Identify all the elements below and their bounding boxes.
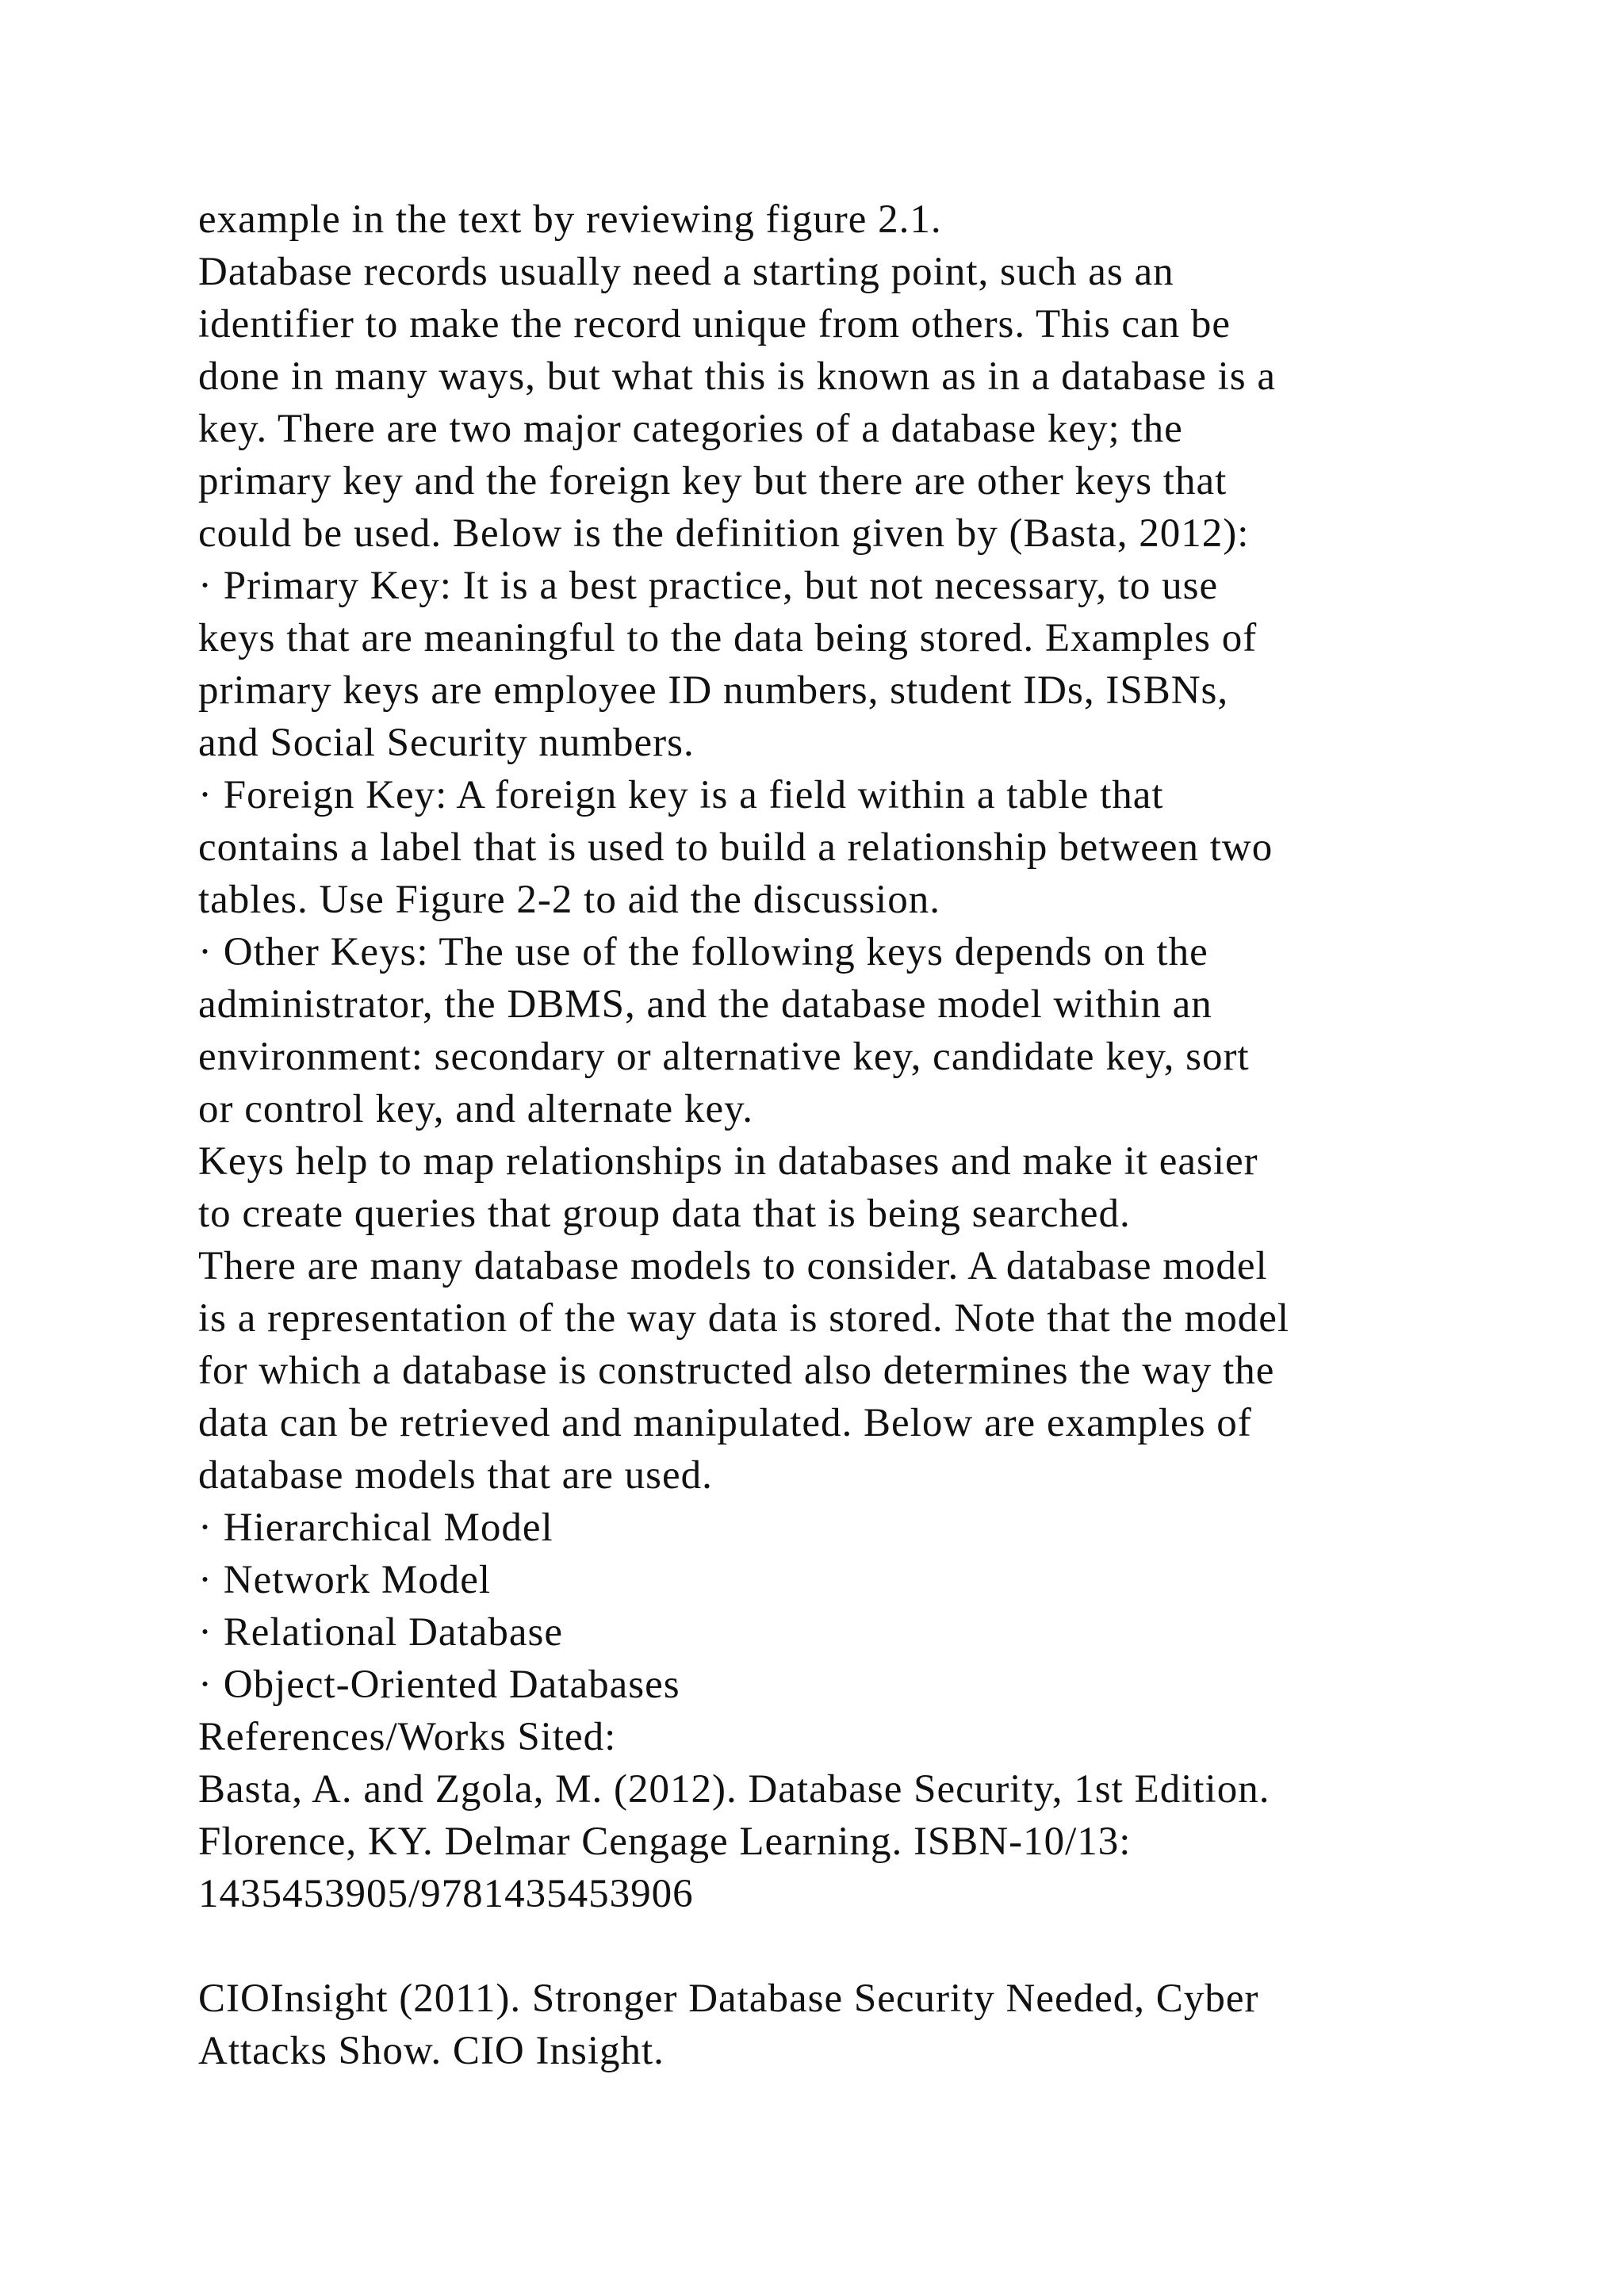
text-line: could be used. Below is the definition given by (Basta, 2012): [198,511,1250,556]
text-line: for which a database is constructed also determines the way the [198,1349,1275,1393]
text-line: example in the text by reviewing figure 2.1. [198,197,942,242]
text-line: keys that are meaningful to the data being stored. Examples of [198,616,1258,660]
reference-entry: Basta, A. and Zgola, M. (2012). Database Security, 1st Edition. [198,1767,1270,1812]
references-heading: References/Works Sited: [198,1715,617,1759]
text-line: There are many database models to consider. A database model [198,1244,1268,1288]
text-line: and Social Security numbers. [198,721,695,765]
bullet-item-relational-database: · Relational Database [198,1610,563,1655]
reference-entry: 1435453905/9781435453906 [198,1872,694,1916]
text-line: primary key and the foreign key but there are other keys that [198,459,1228,503]
reference-entry: Florence, KY. Delmar Cengage Learning. ISBN-10/13: [198,1820,1132,1864]
blank-line [198,1920,1483,1973]
text-line: tables. Use Figure 2-2 to aid the discussion. [198,878,940,922]
bullet-item-primary-key: · Primary Key: It is a best practice, but not necessary, to use [198,564,1219,608]
text-line: identifier to make the record unique from others. This can be [198,302,1231,346]
text-line: Keys help to map relationships in databases and make it easier [198,1139,1258,1184]
text-line: is a representation of the way data is stored. Note that the model [198,1296,1290,1341]
text-line: environment: secondary or alternative key, candidate key, sort [198,1035,1250,1079]
text-line: to create queries that group data that is being searched. [198,1192,1131,1236]
bullet-item-object-oriented-databases: · Object-Oriented Databases [198,1663,680,1707]
text-line: primary keys are employee ID numbers, student IDs, ISBNs, [198,668,1229,713]
text-line: administrator, the DBMS, and the database model within an [198,982,1212,1027]
text-line: Database records usually need a starting point, such as an [198,250,1174,294]
bullet-item-other-keys: · Other Keys: The use of the following keys depends on the [198,930,1208,974]
text-line: data can be retrieved and manipulated. Below are examples of [198,1401,1252,1445]
text-line: done in many ways, but what this is known as in a database is a [198,354,1277,399]
text-line: or control key, and alternate key. [198,1087,754,1131]
text-line: database models that are used. [198,1453,713,1498]
bullet-item-hierarchical-model: · Hierarchical Model [198,1506,553,1550]
text-line: contains a label that is used to build a relationship between two [198,825,1274,870]
text-line: key. There are two major categories of a database key; the [198,407,1183,451]
reference-entry: CIOInsight (2011). Stronger Database Security Needed, Cyber [198,1976,1259,2021]
bullet-item-network-model: · Network Model [198,1558,492,1602]
bullet-item-foreign-key: · Foreign Key: A foreign key is a field within a table that [198,773,1164,817]
document-body [198,193,1483,2077]
reference-entry: Attacks Show. CIO Insight. [198,2029,665,2073]
